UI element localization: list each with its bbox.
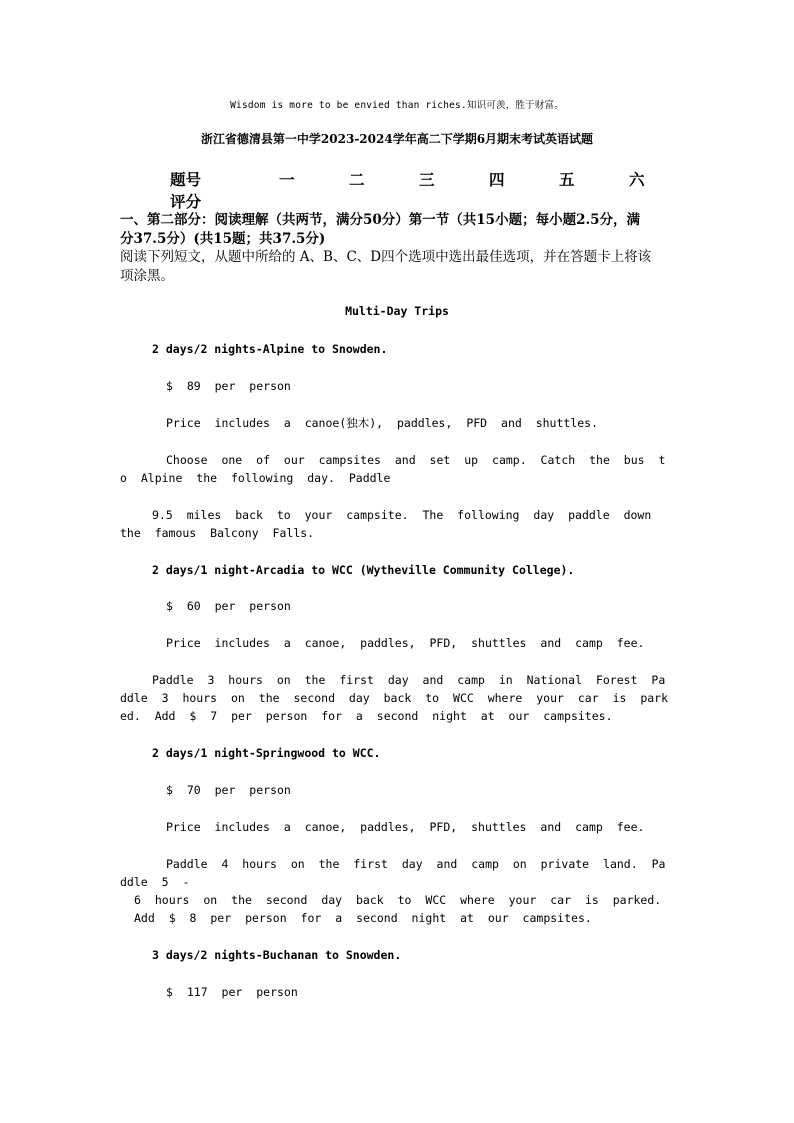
trip-price: $ 60 per person [166,599,291,613]
trip-heading: 3 days/2 nights-Buchanan to Snowden. [152,948,402,962]
trip-includes: Price includes a canoe, paddles, PFD, shuttles and camp fee. [166,820,645,834]
trip-description: Paddle 3 hours on the first day and camp in National Forest Pa [152,673,666,687]
score-table-col-3: 三 [419,170,435,189]
score-table-score-label: 评分 [170,192,202,211]
trip-description: the famous Balcony Falls. [120,526,315,540]
passage-title: Multi-Day Trips [345,304,449,318]
section-heading-line-2: 分37.5分）(共15题；共37.5分) [120,231,326,247]
trip-description: Paddle 4 hours on the first day and camp on private land. Pa [166,857,666,871]
score-table-col-5: 五 [559,170,575,189]
trip-description: o Alpine the following day. Paddle [120,471,391,485]
trip-includes: Price includes a canoe, paddles, PFD, shuttles and camp fee. [166,636,645,650]
trip-description: 9.5 miles back to your campsite. The following day paddle down [152,508,652,522]
score-table-col-1: 一 [279,170,295,189]
instruction-line-2: 项涂黑。 [120,268,174,284]
instruction-line-1: 阅读下列短文，从题中所给的 A、B、C、D四个选项中选出最佳选项，并在答题卡上将该 [120,249,652,265]
trip-price: $ 70 per person [166,783,291,797]
score-table-col-6: 六 [629,170,645,189]
trip-heading: 2 days/2 nights-Alpine to Snowden. [152,342,388,356]
trip-description: ed. Add $ 7 per person for a second night at our campsites. [120,709,613,723]
trip-description: ddle 3 hours on the second day back to WCC where your car is park [120,691,669,705]
trip-description: Choose one of our campsites and set up camp. Catch the bus t [166,453,666,467]
trip-heading: 2 days/1 night-Arcadia to WCC (Wytheville Community College). [152,563,575,577]
score-table-row-label: 题号 [170,170,202,189]
document-title: 浙江省德清县第一中学2023-2024学年高二下学期6月期末考试英语试题 [200,132,594,146]
section-heading-line-1: 一、第二部分：阅读理解（共两节，满分50分）第一节（共15小题；每小题2.5分，满 [120,212,641,228]
trip-description: 6 hours on the second day back to WCC where your car is parked. [134,893,662,907]
page-header-quote: Wisdom is more to be envied than riches.知识可羡，胜于财富。 [230,100,564,111]
trip-price: $ 89 per person [166,379,291,393]
trip-price: $ 117 per person [166,985,298,999]
trip-includes: Price includes a canoe(独木), paddles, PFD and shuttles. [166,416,599,430]
score-table-col-2: 二 [349,170,365,189]
trip-heading: 2 days/1 night-Springwood to WCC. [152,746,381,760]
trip-description: ddle 5 - [120,875,190,889]
score-table-col-4: 四 [489,170,505,189]
trip-description: Add $ 8 per person for a second night at our campsites. [134,911,592,925]
